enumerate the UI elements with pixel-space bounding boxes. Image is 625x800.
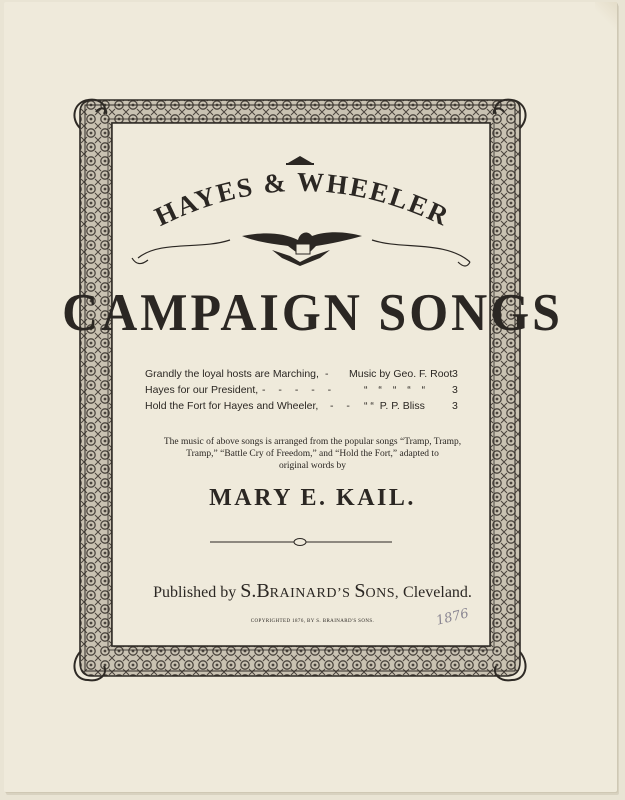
song-dash-1: - bbox=[325, 368, 329, 380]
handwritten-year: 1876 bbox=[434, 606, 471, 629]
arrangement-note-line3: original words by bbox=[278, 461, 347, 471]
song-dash-3: - - bbox=[330, 400, 355, 412]
song-credit-1: Music by Geo. F. Root bbox=[349, 368, 453, 380]
title-campaign-songs: CAMPAIGN SONGS bbox=[62, 282, 563, 342]
publisher-prefix: Published by bbox=[153, 584, 237, 601]
song-dash-2: - - - - - bbox=[262, 384, 337, 396]
publisher-name-rest: RAINARD’S bbox=[269, 586, 351, 601]
song-page-1: 3 bbox=[452, 368, 458, 380]
song-credit-2: “ “ “ “ “ bbox=[364, 384, 430, 396]
publisher-s-letter: S bbox=[354, 580, 366, 602]
copyright-notice: COPYRIGHTED 1876, BY S. BRAINARD'S SONS. bbox=[250, 619, 375, 624]
song-title-2: Hayes for our President, bbox=[145, 384, 259, 396]
song-credit-3: “ “ P. P. Bliss bbox=[364, 400, 425, 412]
publisher-city: Cleveland. bbox=[403, 584, 472, 601]
crown-ornament-icon bbox=[286, 156, 314, 165]
arrangement-note-line2: Tramp,” “Battle Cry of Freedom,” and “Hold the Fort,” adapted to bbox=[186, 449, 439, 459]
publisher-line bbox=[0, 580, 625, 603]
divider-rule bbox=[0, 535, 625, 549]
publisher-first-letter: B bbox=[256, 580, 270, 602]
arrangement-note-line1: The music of above songs is arranged from the popular songs “Tramp, Tramp, bbox=[163, 437, 462, 447]
song-title-3: Hold the Fort for Hayes and Wheeler, bbox=[145, 400, 319, 412]
song-page-3: 3 bbox=[452, 400, 458, 412]
publisher-initial: S. bbox=[240, 580, 257, 602]
publisher-name-rest2: ONS, bbox=[365, 586, 400, 601]
song-title-1: Grandly the loyal hosts are Marching, bbox=[145, 368, 319, 380]
song-page-2: 3 bbox=[452, 384, 458, 396]
author-name: MARY E. KAIL. bbox=[209, 485, 416, 511]
title-hayes-wheeler: HAYES & WHEELER bbox=[150, 166, 455, 232]
title-arc bbox=[0, 0, 625, 300]
eagle-icon bbox=[242, 232, 362, 266]
